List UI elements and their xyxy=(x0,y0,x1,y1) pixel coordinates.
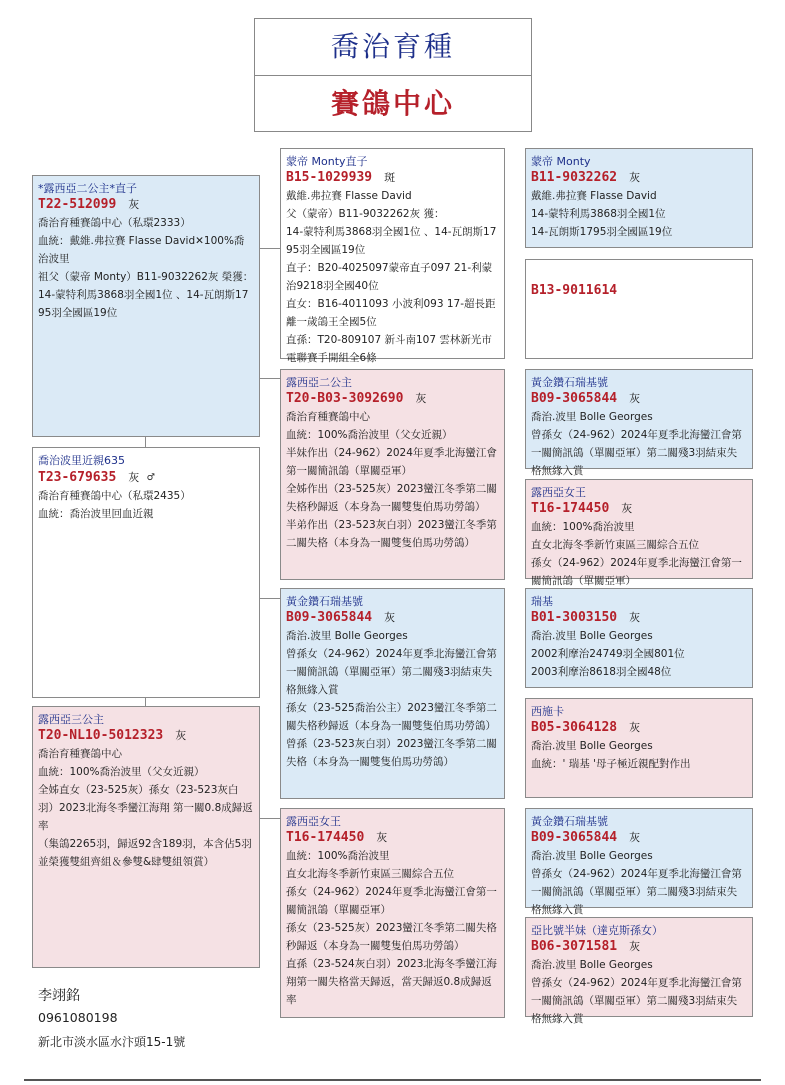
card-info: 喬治.波里 Bolle Georges 曾孫女（24-962）2024年夏季北海蠻江會第一關簡訊鴿（單關亞軍）第二關殘3羽結束失格無緣入賞 xyxy=(531,959,742,1025)
card-ring xyxy=(531,390,747,408)
pedigree-card-gen3-5 xyxy=(525,588,753,688)
card-ring xyxy=(531,609,747,627)
card-name: *露西亞二公主*直子 xyxy=(38,182,137,195)
card-color: 灰 xyxy=(175,729,187,742)
card-name: 喬治波里近親635 xyxy=(38,454,125,467)
ring-number: B11-9032262 xyxy=(531,170,618,185)
card-info: 喬治.波里 Bolle Georges 曾孫女（24-962）2024年夏季北海蠻江會第一關簡訊鴿（單關亞軍）第二關殘3羽結束失格無緣入賞 xyxy=(531,411,742,477)
connector xyxy=(260,598,280,599)
ring-number: T16-174450 xyxy=(531,501,610,516)
card-info: 血統：100%喬治波里 直女北海冬季新竹東區三關綜合五位 孫女（24-962）2024年夏季北海蠻江會第一關簡訊鴿（單關亞軍） 孫女（23-525灰）2023蠻江冬季第二關失格秒歸返（本身為一關雙隻伯馬功勞鴿） 直孫（23-524灰白羽）2023北海冬季蠻江海翔第一關失格當天歸返，當天歸返0.8成歸返率 xyxy=(286,850,497,1006)
card-color: 灰 xyxy=(629,831,641,844)
card-info: 喬治.波里 Bolle Georges 曾孫女（24-962）2024年夏季北海蠻江會第一關簡訊鴿（單關亞軍）第二關殘3羽結束失格無緣入賞 xyxy=(531,850,742,916)
card-ring xyxy=(531,282,747,300)
bottom-divider xyxy=(24,1079,761,1081)
ring-number: B09-3065844 xyxy=(531,830,618,845)
title-line1: 喬治育種 xyxy=(255,19,531,76)
pedigree-card-gen2-3 xyxy=(280,588,505,799)
card-color: 灰 xyxy=(621,502,633,515)
card-ring xyxy=(531,500,747,518)
card-name: 亞比號半妹（達克斯孫女） xyxy=(531,924,663,937)
card-ring xyxy=(531,829,747,847)
ring-number: B15-1029939 xyxy=(286,170,373,185)
card-name: 黃金鑽石瑞基號 xyxy=(531,815,608,828)
pedigree-card-gen2-2 xyxy=(280,369,505,580)
ring-number: B09-3065844 xyxy=(531,391,618,406)
pedigree-card-gen3-2 xyxy=(525,259,753,359)
card-ring xyxy=(38,468,254,487)
card-name: 露西亞女王 xyxy=(286,815,341,828)
ring-number: B05-3064128 xyxy=(531,720,618,735)
card-ring xyxy=(38,196,254,214)
card-name: 露西亞女王 xyxy=(531,486,586,499)
card-ring xyxy=(531,719,747,737)
card-info: 喬治育種賽鴿中心 血統：100%喬治波里（父女近親） 全姊直女（23-525灰）孫女（23-523灰白羽）2023北海冬季蠻江海翔 第一關0.8成歸返率 （集鴿2265羽，歸返92含189羽，本含佔5羽 並榮獲雙組齊組＆參雙&肆雙組領賞） xyxy=(38,748,253,868)
pedigree-card-left-bottom xyxy=(32,706,260,968)
card-info: 喬治.波里 Bolle Georges 曾孫女（24-962）2024年夏季北海蠻江會第一關簡訊鴿（單關亞軍）第二關殘3羽結束失格無緣入賞 孫女（23-525喬治公主）2023蠻江冬季第二關失格秒歸返（本身為一關雙隻伯馬功勞鴿） 曾孫（23-523灰白羽）2023蠻江冬季第二關失格（本身為一關雙隻伯馬功勞鴿） xyxy=(286,630,497,768)
ring-number: T22-512099 xyxy=(38,197,117,212)
card-info: 戴維.弗拉賽 Flasse David 14-蒙特利馬3868羽全國1位 14-瓦朗斯1795羽全國區19位 xyxy=(531,190,673,238)
sex-symbol: ♂ xyxy=(147,470,155,484)
title-line2: 賽鴿中心 xyxy=(330,87,455,120)
card-info: 喬治育種賽鴿中心 血統：100%喬治波里（父女近親） 半妹作出（24-962）2024年夏季北海蠻江會第一關簡訊鴿（單關亞軍） 全姊作出（23-525灰）2023蠻江冬季第二關失格秒歸返（本身為一關雙隻伯馬功勞鴿） 半弟作出（23-523灰白羽）2023蠻江冬季第二關失格（本身為一關雙隻伯馬功勞鴿） xyxy=(286,411,497,549)
ring-number: T20-NL10-5012323 xyxy=(38,728,164,743)
card-color: 灰 xyxy=(629,940,641,953)
card-ring xyxy=(531,169,747,187)
card-name: 露西亞二公主 xyxy=(286,376,352,389)
pedigree-card-subject xyxy=(32,175,260,437)
ring-number: B01-3003150 xyxy=(531,610,618,625)
card-color: 灰 xyxy=(376,831,388,844)
pedigree-card-gen3-8 xyxy=(525,917,753,1025)
card-color: 斑 xyxy=(384,171,396,184)
ring-number: T23-679635 xyxy=(38,470,117,485)
card-name: 蒙帝 Monty直子 xyxy=(286,155,368,168)
card-name: 蒙帝 Monty xyxy=(531,155,591,168)
pedigree-card-gen3-3 xyxy=(525,369,753,477)
ring-number: B09-3065844 xyxy=(286,610,373,625)
ring-number: B06-3071581 xyxy=(531,939,618,954)
title-box xyxy=(254,18,532,132)
card-info: 戴維.弗拉賽 Flasse David 父（蒙帝）B11-9032262灰 獲： 14-蒙特利馬3868羽全國1位 、14-瓦朗斯1795羽全國區19位 直子：B20-4025097蒙帝直子097 21-利蒙治9218羽全國40位 直女：B16-4011093 小波利093 17-超長距離一歲鴿王全國5位 直孫：T20-809107 新斗南107 雲林新光市電聯賽手開組全6條 xyxy=(286,190,497,364)
pedigree-card-gen3-4 xyxy=(525,479,753,587)
card-color: 灰 xyxy=(128,198,140,211)
pedigree-card-gen3-7 xyxy=(525,808,753,916)
card-color: 灰 xyxy=(629,721,641,734)
card-ring xyxy=(38,727,254,745)
ring-number: B13-9011614 xyxy=(531,283,618,298)
ring-number: T16-174450 xyxy=(286,830,365,845)
owner-name: 李翊銘 xyxy=(38,988,80,1004)
card-color: 灰 xyxy=(415,392,427,405)
card-color: 灰 xyxy=(629,392,641,405)
pedigree-card-gen3-1 xyxy=(525,148,753,248)
connector xyxy=(260,378,280,379)
connector xyxy=(260,248,280,249)
card-ring xyxy=(531,938,747,956)
pedigree-card-gen2-4 xyxy=(280,808,505,1018)
connector xyxy=(260,818,280,819)
card-info: 喬治.波里 Bolle Georges 2002利摩治24749羽全國801位 2003利摩治8618羽全國48位 xyxy=(531,630,685,678)
phone-number: 0961080198 xyxy=(38,1010,118,1025)
card-color: 灰 xyxy=(128,471,140,484)
pedigree-card-gen2-1 xyxy=(280,148,505,364)
ring-number: T20-B03-3092690 xyxy=(286,391,404,406)
card-info: 喬治育種賽鴿中心（私環2333） 血統：戴維.弗拉賽 Flasse David✕100%喬治波里 祖父（蒙帝 Monty）B11-9032262灰 榮獲： 14-蒙特利馬3868羽全國1位 、14-瓦朗斯1795羽全國區19位 xyxy=(38,217,254,319)
card-name: 西施卡 xyxy=(531,705,564,718)
card-color: 灰 xyxy=(629,171,641,184)
pedigree-card-gen3-6 xyxy=(525,698,753,798)
card-info: 喬治.波里 Bolle Georges 血統：' 瑞基 '母子極近親配對作出 xyxy=(531,740,691,770)
address: 新北市淡水區水汴頭15-1號 xyxy=(38,1035,186,1049)
card-ring xyxy=(286,390,499,408)
card-name: 露西亞三公主 xyxy=(38,713,104,726)
card-name: 瑞基 xyxy=(531,595,553,608)
card-ring xyxy=(286,829,499,847)
card-name: 黃金鑽石瑞基號 xyxy=(531,376,608,389)
card-ring xyxy=(286,609,499,627)
pedigree-card-left-middle xyxy=(32,447,260,698)
card-name: 黃金鑽石瑞基號 xyxy=(286,595,363,608)
card-color: 灰 xyxy=(384,611,396,624)
card-info: 血統：100%喬治波里 直女北海冬季新竹東區三關綜合五位 孫女（24-962）2024年夏季北海蠻江會第一關簡訊鴿（單關亞軍） xyxy=(531,521,742,587)
card-ring xyxy=(286,169,499,187)
card-info: 喬治育種賽鴿中心（私環2435） 血統：喬治波里回血近親 xyxy=(38,490,191,520)
card-color: 灰 xyxy=(629,611,641,624)
